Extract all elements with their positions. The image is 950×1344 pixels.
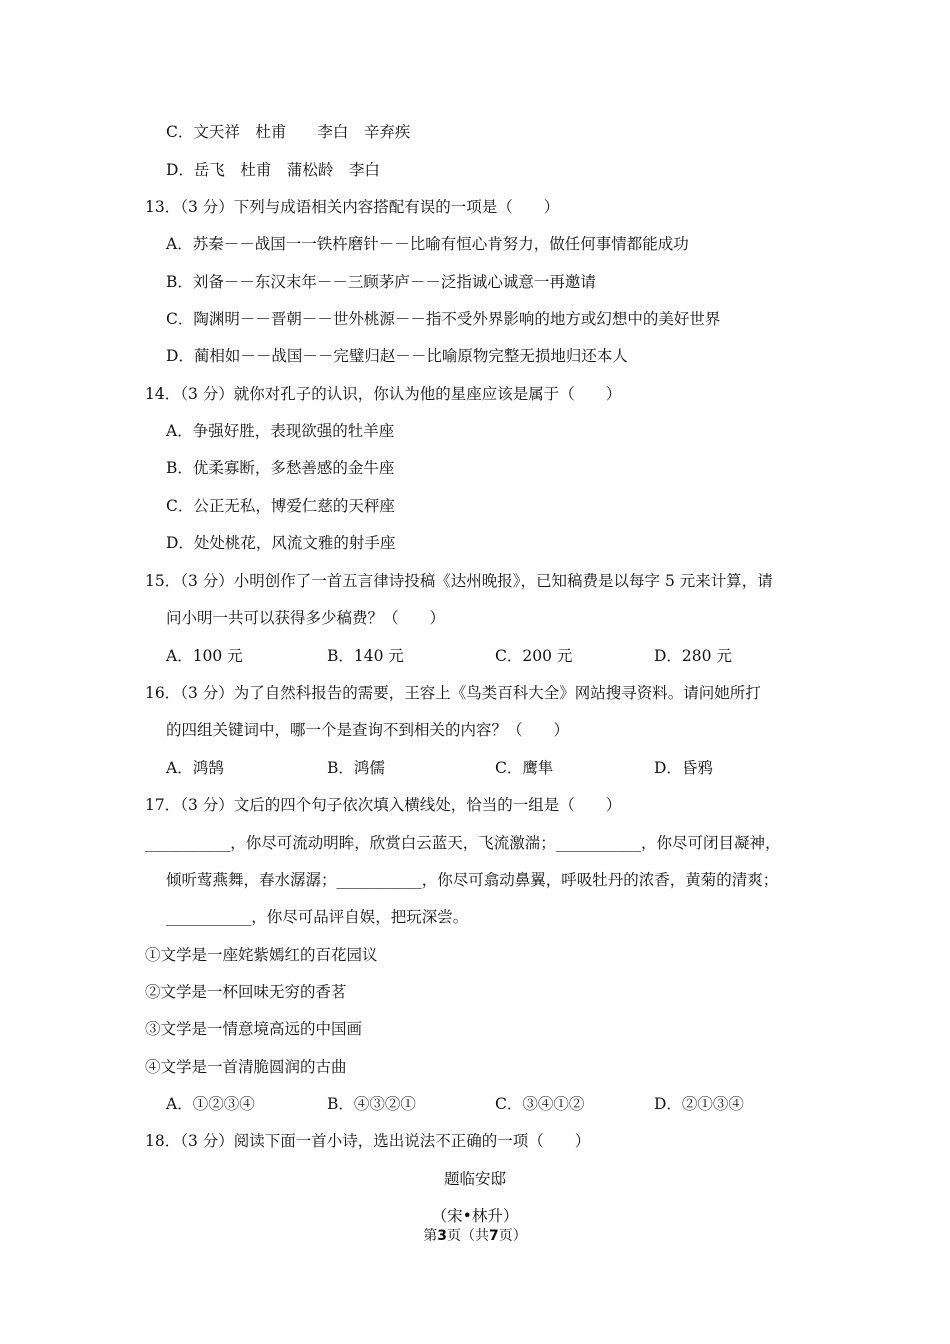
q16-option-c: C．鹰隼 [495, 759, 554, 777]
q17-passage-line2: 倾听莺燕舞，春水潺潺；___________，你尽可翕动鼻翼，呼吸牡丹的浓香，黄菊的清爽； [166, 871, 779, 889]
q13-option-a: A．苏秦－－战国一一铁杵磨针－－比喻有恒心肯努力，做任何事情都能成功 [166, 235, 689, 253]
footer-total-pages: 7 [489, 1228, 499, 1244]
q18-stem: 18．（3 分）阅读下面一首小诗，选出说法不正确的一项（ ） [145, 1132, 591, 1150]
footer-prefix: 第 [423, 1228, 438, 1244]
q13-option-b: B．刘备－－东汉末年－－三顾茅庐－－泛指诚心诚意一再邀请 [166, 273, 596, 291]
q15-option-a: A．100 元 [166, 647, 243, 665]
footer-suffix: 页） [498, 1228, 527, 1244]
q14-option-c: C．公正无私，博爱仁慈的天秤座 [166, 497, 395, 515]
q17-sentence-4: ④文学是一首清脆圆润的古曲 [145, 1058, 347, 1076]
q17-option-b: B．④③②① [327, 1095, 416, 1113]
q15-stem-line2: 问小明一共可以获得多少稿费？（ ） [166, 609, 446, 627]
q16-stem-line1: 16．（3 分）为了自然科报告的需要，王容上《鸟类百科大全》网站搜寻资料。请问她所打 [145, 684, 761, 702]
q16-option-b: B．鸿儒 [327, 759, 385, 777]
q15-stem-line1: 15．（3 分）小明创作了一首五言律诗投稿《达州晚报》，已知稿费是以每字 5 元来计算，请 [145, 572, 773, 590]
q17-sentence-1: ①文学是一座姹紫嫣红的百花园议 [145, 946, 378, 964]
q16-option-d: D．昏鸦 [654, 759, 713, 777]
q17-option-a: A．①②③④ [166, 1095, 255, 1113]
poem-author: （宋•林升） [431, 1207, 519, 1225]
q15-option-d: D．280 元 [654, 647, 732, 665]
footer-page-number: 3 [437, 1228, 447, 1244]
q13-stem: 13．（3 分）下列与成语相关内容搭配有误的一项是（ ） [145, 198, 560, 216]
q13-option-c: C．陶渊明－－晋朝－－世外桃源－－指不受外界影响的地方或幻想中的美好世界 [166, 310, 721, 328]
q14-stem: 14．（3 分）就你对孔子的认识，你认为他的星座应该是属于（ ） [145, 385, 622, 403]
q17-sentence-3: ③文学是一情意境高远的中国画 [145, 1020, 363, 1038]
q17-option-d: D．②①③④ [654, 1095, 744, 1113]
q17-sentence-2: ②文学是一杯回味无穷的香茗 [145, 983, 347, 1001]
q15-option-c: C．200 元 [495, 647, 573, 665]
q16-option-a: A．鸿鹄 [166, 759, 224, 777]
q15-option-b: B．140 元 [327, 647, 404, 665]
q17-stem: 17．（3 分）文后的四个句子依次填入横线处，恰当的一组是（ ） [145, 796, 622, 814]
q14-option-d: D．处处桃花，风流文雅的射手座 [166, 534, 396, 552]
q17-passage-line1: ___________，你尽可流动明眸，欣赏白云蓝天，飞流激湍；___________，你尽可闭目凝神， [145, 834, 781, 852]
q12-option-d: D．岳飞 杜甫 蒲松龄 李白 [166, 161, 380, 179]
q17-option-c: C．③④①② [495, 1095, 585, 1113]
poem-title: 题临安邸 [443, 1170, 506, 1188]
q14-option-a: A．争强好胜，表现欲强的牡羊座 [166, 422, 395, 440]
q17-passage-line3: ___________，你尽可品评自娱，把玩深尝。 [166, 908, 469, 926]
q14-option-b: B．优柔寡断，多愁善感的金牛座 [166, 459, 395, 477]
footer-middle: 页（共 [447, 1228, 489, 1244]
q16-stem-line2: 的四组关键词中，哪一个是查询不到相关的内容？（ ） [166, 721, 570, 739]
q13-option-d: D．蔺相如－－战国－－完璧归赵－－比喻原物完整无损地归还本人 [166, 347, 628, 365]
page-footer [0, 1227, 950, 1245]
q12-option-c: C．文天祥 杜甫 李白 辛弃疾 [166, 123, 411, 141]
